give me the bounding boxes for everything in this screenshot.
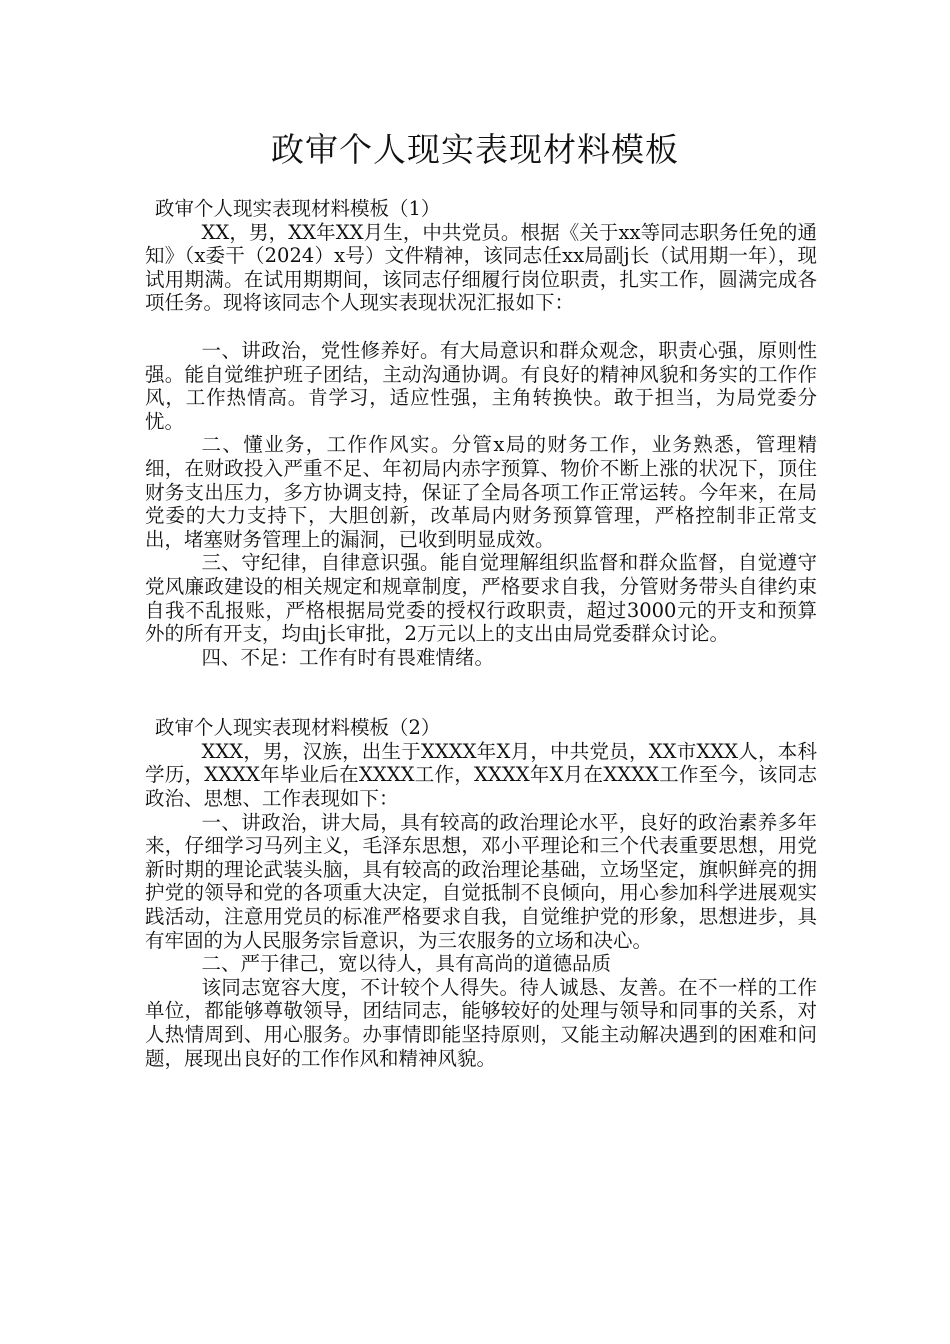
section-1-point-2: 二、懂业务，工作作风实。分管x局的财务工作，业务熟悉，管理精细，在财政投入严重不足、年初局内赤字预算、物价不断上涨的状况下，顶住财务支出压力，多方协调支持，保证了全局各项工作正常运转。今年来，在局党委的大力支持下，大胆创新，改革局内财务预算管理，严格控制非正常支出，堵塞财务管理上的漏洞，已收到明显成效。 [145,433,817,551]
document-title: 政审个人现实表现材料模板 [271,130,679,169]
section-spacer [145,669,817,716]
section-2-point-2-heading: 二、严于律己，宽以待人，具有高尚的道德品质 [201,952,612,976]
section-1-intro-paragraph: XX，男，XX年XX月生，中共党员。根据《关于xx等同志职务任免的通知》（x委干（2024）x号）文件精神，该同志任xx局副j长（试用期一年），现试用期满。在试用期期间，该同志仔细履行岗位职责，扎实工作，圆满完成各项任务。现将该同志个人现实表现状况汇报如下： [145,220,817,315]
section-1-point-3: 三、守纪律，自律意识强。能自觉理解组织监督和群众监督，自觉遵守党风廉政建设的相关规定和规章制度，严格要求自我，分管财务带头自律约束自我不乱报账，严格根据局党委的授权行政职责，超过3000元的开支和预算外的所有开支，均由j长审批，2万元以上的支出由局党委群众讨论。 [145,551,817,646]
section-2-point-2-body: 该同志宽容大度，不计较个人得失。待人诚恳、友善。在不一样的工作单位，都能够尊敬领导，团结同志，能够较好的处理与领导和同事的关系，对人热情周到、用心服务。办事情即能坚持原则，又能主动解决遇到的困难和问题，展现出良好的工作作风和精神风貌。 [145,975,817,1070]
document-body [145,197,817,1070]
section-2-point-1: 一、讲政治，讲大局，具有较高的政治理论水平，良好的政治素养多年来，仔细学习马列主义，毛泽东思想，邓小平理论和三个代表重要思想，用党新时期的理论武装头脑，具有较高的政治理论基础，立场坚定，旗帜鲜亮的拥护党的领导和党的各项重大决定，自觉抵制不良倾向，用心参加科学进展观实践活动，注意用党员的标准严格要求自我，自觉维护党的形象，思想进步，具有牢固的为人民服务宗旨意识，为三农服务的立场和决心。 [145,810,817,952]
section-1-point-1: 一、讲政治，党性修养好。有大局意识和群众观念，职责心强，原则性强。能自觉维护班子团结，主动沟通协调。有良好的精神风貌和务实的工作作风，工作热情高。肯学习，适应性强，主角转换快。敢于担当，为局党委分忧。 [145,338,817,433]
section-2-heading: 政审个人现实表现材料模板（2） [155,716,441,740]
section-1-heading: 政审个人现实表现材料模板（1） [155,197,441,220]
paragraph-spacer [145,315,817,339]
section-1-point-4: 四、不足：工作有时有畏难情绪。 [201,645,495,669]
section-2-intro-paragraph: XXX，男，汉族，出生于XXXX年X月，中共党员，XX市XXX人，本科学历，XXXX年毕业后在XXXX工作，XXXX年X月在XXXX工作至今，该同志政治、思想、工作表现如下： [145,739,817,811]
